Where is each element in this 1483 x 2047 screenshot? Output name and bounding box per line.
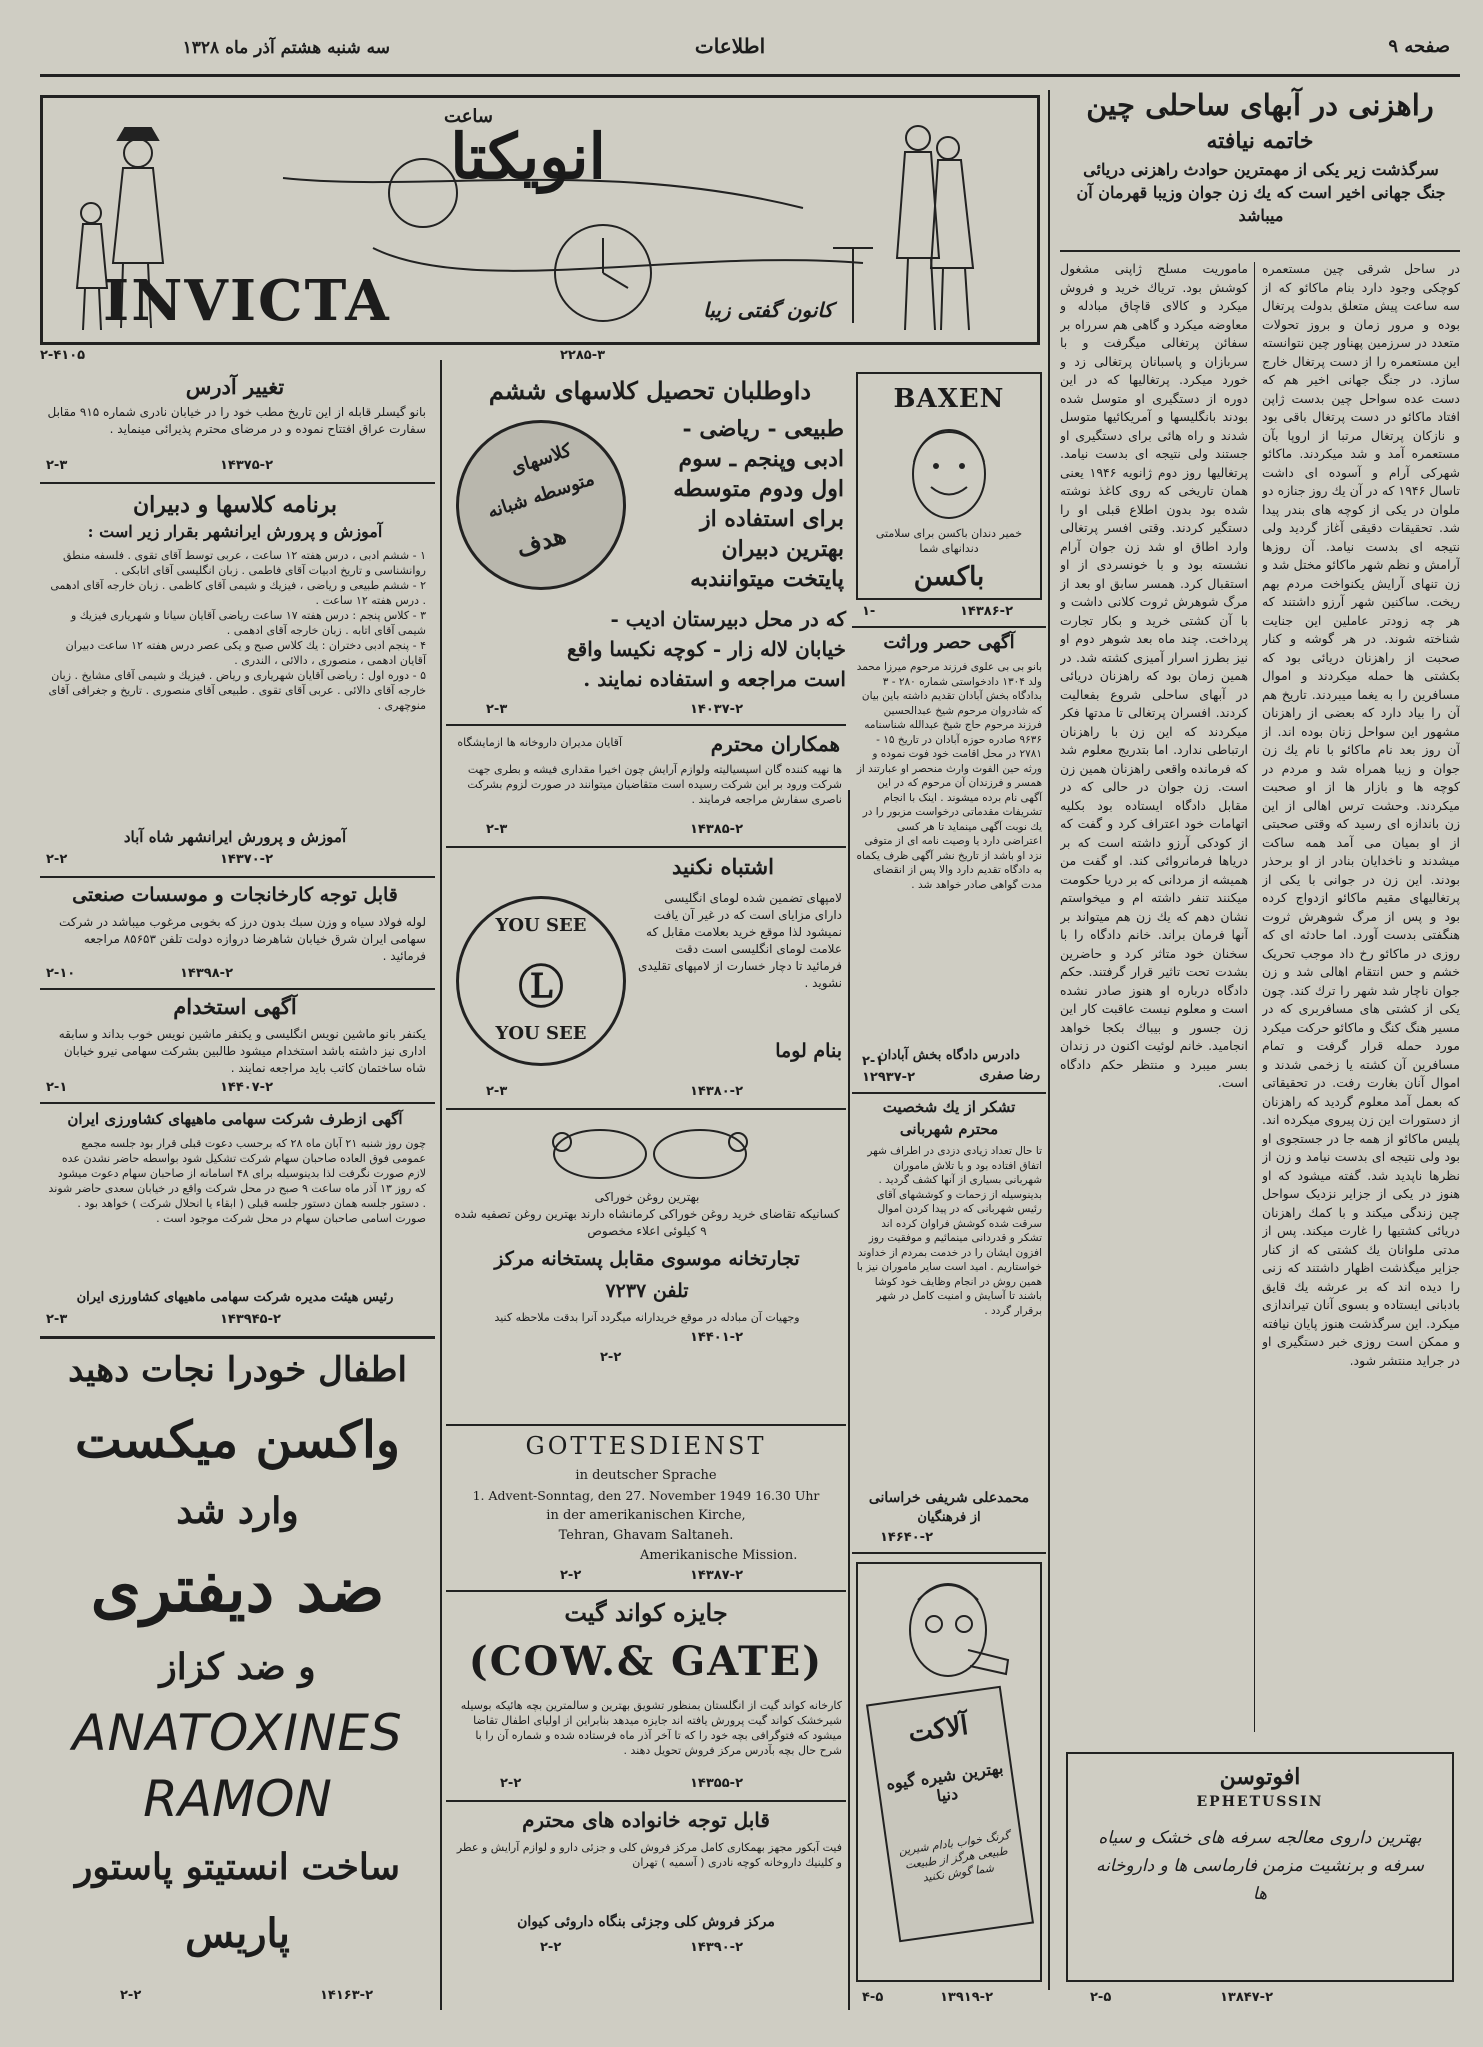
bakhshi-phone: تلفن ۷۲۳۷ — [605, 1280, 689, 1302]
baxen-ref-2: ۱- — [862, 604, 876, 619]
side-table-icon — [833, 248, 873, 323]
class-schedule-items — [46, 548, 426, 713]
lumi-text: لامپهای تضمین شده لومای انگلیسی دارای مزایای است که در غیر آن یافت نمیشود لذا موقع خرید بعلامت مقابل که علامت لومای انگلیسی است دقت فرمائید تا دچار خسارت از لامپهای تقلیدی نشوید . — [638, 891, 842, 990]
article-column-right: در ساحل شرقی چین مستعمره کوچکی وجود دارد بنام ماکائو که از سه ساعت پیش متعلق بدولت پرتغال بوده و مرور زمان و بروز تحولات متعدد در سرزمین پهناور چین نتوانسته این مستعمره را از دست پرتغال خارج سازد. در جنگ جهانی اخیر هم که دست عده سواحل چین بدست ژاپن افتاد ماکائو در دست پرتغال باقی بود و نازکان پرتغال مرتبا از اروپا بآن مستعمره آمد و شد میکردند. ماکائو شهرکی آرام و آسوده ای داشت تاسال ۱۹۴۶ که در آن یك روز جنازه دو ملوان در یکی از کوچه های بندر پیدا شد. تحقیقات دقیقی آغاز گردید ولی نتیجه ای بدست نیامد. آن روزها آرامش و نظم شهر ماکائو مختل شد و زن تنهای آرایش یکنواخت مردم بهم ریخت. ساکنین شهر آرزو داشتند که هر چه زودتر عاملین این جنایت شناخته شوند. در هر گوشه و کنار صحبت از راهزنان دریائی بود که بکشتی ها حمله میکردند و اموال مسافرین را به یغما میبردند. تاریخ هم آن را بیاد دارد که بعضی از راهزنان مشهور این سواحل زنان بوده اند. از آن روز بعد نام ماکائو با نام یك زن جوان و زیبا همراه شد و مردم در کوچه ها و بازار ها از او صحبت میکردند. وحشت ترس اهالی از این زن باندازه ای رسید که وقتی صحبتی از او بمیان می آمد همه ساکت میشدند و ناخدایان بنادر از او برحذر بودند. این زن در جوانی با یکی از پرتغالیهای مقیم ماکائو ازدواج کرده بود و پس از مرگ شوهرش ثروت هنگفتی بدست آورد. اما حادثه ای که روزی در ماکائو رخ داد موجب تحریک خشم و حس انتقام اهالی شد و زن جوان ناچار شد شهر را ترك کند. چون یکی از کشتی های مسافربری که در مسیر هنگ کنگ و ماکائو حرکت میکرد مورد حمله قرار گرفت و تمام مسافرین آن کشته یا زخمی شدند و اموال آنان بغارت رفت. در تحقیقاتی که بعمل آمد معلوم گردید که راهزنان از دستورات این زن پیروی میکرده اند. پلیس ماکائو از همه جا در جستجوی او بود ولی نتیجه ای بدست نیامد و زن از نظرها ناپدید شد. گفته میشود که او هنوز در یکی از جزایر نزدیک سواحل چین زندگی میکند و با کمك راهزنان دریائی کشتیها را غارت میکند. پس از مدتی ملوانان یك کشتی که از کنار جزایر میگذشت اظهار داشتند که زنی را دیده اند که بر عرشه یك قایق بادبانی ایستاده و بسوی آنان تیراندازی میکرد. این سرگذشت هنوز پایان نیافته و ممکن است روزی خبر دستگیری او در جراید منتشر شود. — [1262, 261, 1460, 1368]
classes-ad-bottom-line: که در محل دبیرستان ادیب - — [610, 607, 846, 631]
church-title: GOTTESDIENST — [525, 1432, 767, 1460]
colleagues-title: همکاران محترم — [710, 732, 840, 756]
classes-ad-line: اول ودوم متوسطه — [673, 476, 844, 502]
article-column-divider — [1254, 262, 1255, 1732]
lumi-ref-2: ۲-۳ — [486, 1084, 508, 1099]
class-schedule-ref-2: ۲-۲ — [46, 852, 68, 867]
vaccine-line-7: پاریس — [185, 1910, 290, 1957]
class-schedule-lead: آموزش و پرورش ایرانشهر بقرار زیر است : — [87, 522, 383, 541]
middle-column-rule — [848, 790, 850, 2010]
classes-ad-ref-2: ۲-۳ — [486, 702, 508, 717]
article-lead-rule — [1060, 250, 1460, 252]
colleagues-ref-2: ۲-۳ — [486, 822, 508, 837]
ephetussin-text: بهترین داروی معالجه سرفه های خشک و سیاه سرفه و برنشیت مزمن فارماسی ها و داروخانه ها — [1095, 1828, 1425, 1904]
employment-title: آگهی استخدام — [173, 994, 297, 1019]
article-subtitle: خاتمه نیافته — [1206, 128, 1314, 154]
baxen-ref: ۱۴۳۸۶-۲ — [960, 604, 1014, 619]
employment-ref-2: ۲-۱ — [46, 1080, 68, 1095]
class-schedule-item: ۴ - پنجم ادبی دختران : یك کلاس صبح و یکی عصر درس هفته ۱۲ ساعت دبیران آقایان ادهمی ، منصوری ، دالائی ، الندری . — [65, 639, 426, 667]
vaccine-ref-2: ۲-۲ — [120, 1988, 142, 2003]
book-caption: گرنگ خواب بادام شیرین طبیعی هرگز از طبیعت شما گوش نکنید — [897, 1828, 1011, 1885]
church-line-5: Amerikanische Mission. — [640, 1548, 798, 1563]
thanks-text: تا حال تعداد زیادی دزدی در اطراف شهر اتفاق افتاده بود و با تلاش ماموران شهربانی بسیاری از آنها کشف گردید . بدینوسیله از زحمات و کوششهای آقای رئیس شهربانی که در پیدا کردن اموال سرقت شده کوشش فراوان کرده اند تشکر و قدردانی مینمائیم و موفقیت روز افزون ایشان را در خدمت بمردم از خداوند خواستاریم . امید است سایر ماموران نیز با همین روش در انجام وظایف خود کوشا باشند تا آسایش و امنیت کامل در شهر برقرار گردد . — [856, 1145, 1042, 1317]
classes-seal-line-1: کلاسهای — [508, 439, 574, 480]
classes-seal — [456, 420, 626, 590]
vaccine-line-1: اطفال خودرا نجات دهید — [68, 1350, 407, 1390]
inheritance-court: دادرس دادگاه بخش آبادان — [878, 1048, 1020, 1063]
invicta-ad — [40, 95, 1040, 345]
ephetussin-en: EPHETUSSIN — [1196, 1794, 1324, 1810]
section-rule — [446, 846, 846, 848]
header-rule — [40, 74, 1460, 77]
colleagues-ref: ۱۴۳۸۵-۲ — [690, 822, 744, 837]
left-column-rule — [440, 360, 442, 2010]
address-change-title: تغییر آدرس — [185, 374, 285, 399]
article-title: راهزنی در آبهای ساحلی چین — [1086, 88, 1434, 122]
inheritance-judge: رضا صفری — [979, 1068, 1040, 1083]
invicta-brand-fa: انویکتا — [450, 120, 606, 193]
ephetussin-ref: ۱۳۸۴۷-۲ — [1220, 1990, 1274, 2005]
invicta-ref: ۲-۴۱۰۵ — [40, 348, 86, 363]
vaccine-line-5: و ضد کزاز — [159, 1646, 316, 1688]
vaccine-line-2: واکسن میکست — [74, 1410, 401, 1469]
fisheries-text: چون روز شنبه ۲۱ آبان ماه ۲۸ که برحسب دعوت قبلی قرار بود جلسه مجمع عمومی فوق العاده صاحبان سهام شرکت تشکیل شود بواسطه حاضر نشدن عده لازم صورت نگرفت لذا بدینوسیله برای ۴۸ اسامانه از صاحبان سهام دعوت میشود که روز ۱۳ آذر ماه ساعت ۹ صبح در محل شرکت واقع در خیابان سعدی حاضر شوند . دستور جلسه همان دستور جلسه قبلی ( ابقاء یا انحلال شرکت ) خواهد بود . صورت اسامی صاحبان سهام در محل شرکت موجود است . — [48, 1137, 426, 1225]
section-rule — [40, 482, 435, 484]
classes-ad-line: بهترین دبیران — [721, 536, 844, 562]
section-rule — [40, 1336, 435, 1339]
lumi-title: اشتباه نکنید — [672, 854, 774, 879]
thanks-title: تشکر از یك شخصیت — [882, 1098, 1016, 1116]
classes-ad-line: طبیعی - ریاضی - — [682, 416, 844, 442]
class-schedule-item: ۳ - کلاس پنجم : درس هفته ۱۷ ساعت ریاضی آقایان سیانا و شهریاری فیزیك و شیمی آقای اتابه . زبان خارجه آقای ادهمی . — [70, 609, 426, 637]
couple-figure-icon — [897, 126, 973, 330]
issue-date: سه شنبه هشتم آذر ماه ۱۳۲۸ — [182, 38, 390, 58]
fisheries-sign: رئیس هیئت مدیره شرکت سهامی ماهیهای کشاورزی ایران — [76, 1290, 394, 1305]
article-lead: سرگذشت زیر یکی از مهمترین حوادث راهزنی دریائی جنگ جهانی اخیر است که یك زن جوان وزیبا قهرمان آن میباشد — [1076, 160, 1446, 225]
paper-name: اطلاعات — [694, 34, 766, 58]
article-column-left: ماموریت مسلح ژاپنی مشغول کوشش بود. تریاك خرید و فروش میکرد و کالای قاچاق مبادله و معاوضه میکرد و گاهی هم سرراه بر سفائن پرتغالی میگرفت و با سربازان و پاسبانان پرتغالی زد و خورد میکرد. پرتغالیها که در این دوره از دستگیری او متوسل شده بودند بانگلیسها و آمریکائیها متوسل شدند و راه هائی برای دستگیری او جستند ولی نتیجه ای بدست نیامد. پرتغالیها روز دوم ژانویه ۱۹۴۶ یعنی همان تاریخی که روی کاغذ نوشته شده بود بدون اطلاع قبلی او را دستگیر کردند. وقتی افسر پرتغالی وارد اطاق او شد زن جوان آرام نشسته بود و با خونسردی از او استقبال کرد. همسر سابق او بعد از مرگ شوهرش ثروت کلانی داشت و با آن کشتی خرید و بکار تجارت پرداخت. چند ماه بعد شوهر دوم او نیز بطرز اسرار آمیزی کشته شد. در همین زمان بود که راهزنان دریائی در آبهای ساحلی شروع بفعالیت کردند. افسران پرتغالی تا مدتها فکر میکردند که این زن با راهزنان ارتباطی ندارد. اما بتدریج معلوم شد که فرمانده واقعی راهزنان همین زن است. زن جوان در حالی که در مقابل دادگاه ایستاده بود بکلیه اتهامات خود اعتراف کرد و گفت که از کودکی آرزو داشته است که بر دریاها فرمانروائی کند. او گفت من همیشه از مردانی که بر دریا حکومت میکنند تنفر داشته ام و میخواستم نشان دهم که یك زن هم میتواند بر آنها فرمان براند. خانم دادگاه را با سخنان خود متاثر کرد و حاضرین بشدت تحت تاثیر قرار گرفتند. حکم دادگاه درباره او هنوز صادر نشده است و معلوم نیست عاقبت کار این زن جسور و بیباك بکجا خواهد انجامید. خانم لوئیت اکنون در زندان بسر میبرد و منتظر حکم دادگاه است. — [1060, 261, 1248, 1090]
colleagues-subtitle: آقایان مدیران داروخانه ها ازمایشگاه — [457, 736, 622, 749]
class-schedule-footer: آموزش و پرورش ایرانشهر شاه آباد — [123, 828, 347, 846]
vaccine-ref: ۱۴۱۶۳-۲ — [320, 1988, 374, 2003]
section-rule — [852, 626, 1046, 628]
section-rule — [446, 724, 846, 726]
lumi-ref: ۱۴۳۸۰-۲ — [690, 1084, 744, 1099]
lumi-seal-logo-icon: Ⓛ — [518, 960, 564, 1014]
factories-text: لوله فولاد سیاه و وزن سبك بدون درز که بخوبی مرغوب میباشد در شرکت سهامی ایران شرق خیابان شاهرضا دروازه دولت تلفن ۸۵۶۵۳ مراجعه فرمائید . — [58, 915, 426, 963]
church-line-4: Tehran, Ghavam Saltaneh. — [558, 1528, 734, 1543]
lumi-seal-text-bottom: YOU SEE — [495, 1023, 587, 1044]
bakhshi-store: تجارتخانه موسوی مقابل پستخانه مرکز — [494, 1248, 800, 1270]
baxen-brand-fa: باکسن — [913, 562, 985, 592]
class-schedule-item: ۱ - ششم ادبی ، درس هفته ۱۲ ساعت ، عربی توسط آقای تقوی . فلسفه منطق روانشناسی و تاریخ ادبیات آقای فاطمی . زبان انگلیسی آقای اتابکی . — [62, 549, 426, 577]
classes-ad-ref: ۱۴۰۳۷-۲ — [690, 702, 744, 717]
invicta-brand-en: INVICTA — [103, 268, 391, 334]
fisheries-ref: ۱۴۳۹۴۵-۲ — [220, 1312, 281, 1327]
classes-ad-lines — [630, 414, 844, 594]
thanks-sign-2: از فرهنگیان — [917, 1510, 981, 1525]
invicta-watch-word: ساعت — [444, 106, 493, 127]
families-store: مرکز فروش کلی وجزئی بنگاه داروئی کیوان — [517, 1914, 775, 1930]
bakhshi-text: کسانیکه تقاضای خرید روغن خوراکی کرمانشاه دارند بهترین روغن تصفیه شده ۹ کیلوئی اعلاء مخصوص — [454, 1207, 840, 1238]
ephetussin-name: افوتوسن — [1219, 1764, 1301, 1790]
classes-ad-bottom — [456, 604, 846, 694]
cowgate-ref: ۱۴۳۵۵-۲ — [690, 1776, 744, 1791]
book-ad — [856, 1562, 1042, 1982]
class-schedule-title: برنامه کلاسها و دبیران — [132, 492, 338, 518]
address-change-ref: ۱۴۳۷۵-۲ — [220, 458, 274, 473]
cowgate-title: جایزه کواند گیت — [564, 1598, 728, 1627]
section-rule — [40, 988, 435, 990]
section-rule — [852, 1092, 1046, 1094]
section-rule — [40, 876, 435, 878]
section-rule — [446, 1590, 846, 1592]
section-rule — [40, 1102, 435, 1104]
invicta-ref-2: ۲۲۸۵-۳ — [560, 348, 606, 363]
classes-seal-line-2: متوسطه شبانه — [485, 468, 597, 523]
book-ref-2: ۴-۵ — [862, 1990, 884, 2005]
inheritance-title: آگهی حصر وراثت — [883, 632, 1015, 653]
vaccine-line-6: ساخت انستیتو پاستور — [74, 1846, 401, 1888]
classes-ad-line: برای استفاده از — [700, 506, 844, 532]
lumi-seal — [456, 896, 626, 1066]
cattle-illustration-icon — [540, 1118, 760, 1188]
book-text: بهترین شیره گیوه دنیا — [884, 1758, 1005, 1806]
vaccine-line-4: ضد دیفتری — [90, 1552, 385, 1627]
families-ref-2: ۲-۲ — [540, 1940, 562, 1955]
class-schedule-ref: ۱۴۳۷۰-۲ — [220, 852, 274, 867]
cowgate-text: کارخانه کواند گیت از انگلستان بمنظور تشویق بهترین و سالمترین بچه هائیکه بوسیله شیرخشک کواند گیت پرورش یافته اند جایزه میدهد بنابراین از اولیای اطفال تقاضا میشود که فتوگرافی بچه خود را که تا آخر آذر ماه فرستاده شده و شماره آن را با شرح حال بچه بآدرس مرکز فروش تحویل دهند . — [460, 1699, 842, 1757]
inheritance-ref: ۱۲۹۳۷-۲ — [862, 1070, 916, 1085]
classes-ad-title: داوطلبان تحصیل کلاسهای ششم — [488, 376, 812, 405]
section-rule — [446, 1800, 846, 1802]
families-text: فیت آبکور مجهز بهمکاری کامل مرکز فروش کلی و جزئی دارو و لوازم آرایش و عطر و کلینیك داروخانه کوچه نادری ( آسمیه ) تهران — [456, 1841, 842, 1869]
church-ref-2: ۲-۲ — [560, 1568, 582, 1583]
inheritance-ref-2: ۲-۱ — [862, 1054, 884, 1069]
church-line-3: in der amerikanischen Kirche, — [546, 1508, 746, 1523]
ephetussin-ref-2: ۲-۵ — [1090, 1990, 1112, 2005]
cowgate-brand: (COW.& GATE) — [468, 1638, 824, 1685]
article-side-rule — [1048, 90, 1050, 1990]
thanks-ref: ۱۴۶۴۰-۲ — [880, 1530, 934, 1545]
section-rule — [446, 1108, 846, 1110]
inheritance-text: بانو بی بی علوی فرزند مرحوم میرزا محمد ولد ۱۳۰۴ دادخواستی شماره ۲۸۰ - ۳ بدادگاه بخش آبادان تقدیم داشته باین بیان که شادروان مرحوم شیخ عبدالحسین فرزند مرحوم حاج شیخ عبدالله شناسنامه ۹۶۳۶ صادره حوزه آبادان در تاریخ ۱۵ - ۲۷۸۱ در محل اقامت خود فوت نموده و ورثه حین الفوت وارث منحصر او عبارتند از همسر و فرزندان آن مرحوم که در این آگهی نام برده میشوند . اینک با انجام تشریفات مقدماتی درخواست مزبور را در یك نوبت آگهی مینماید تا هر کسی اعتراضی دارد یا وصیت نامه ای از متوفی نزد او باشد از تاریخ نشر آگهی ظرف یکماه به دادگاه تقدیم دارد والا پس از انقضای مدت گواهی صادر خواهد شد . — [856, 661, 1042, 891]
church-line-1: in deutscher Sprache — [575, 1468, 717, 1483]
lumi-tagline: بنام لوما — [775, 1040, 842, 1062]
classes-seal-line-3: هدف — [512, 519, 570, 564]
section-rule — [446, 1424, 846, 1426]
fisheries-ref-2: ۲-۳ — [46, 1312, 68, 1327]
thanks-subtitle: محترم شهربانی — [899, 1120, 999, 1138]
classes-ad-bottom-line: است مراجعه و استفاده نمایند . — [583, 667, 846, 691]
church-line-2: 1. Advent-Sonntag, den 27. November 1949 16.30 Uhr — [472, 1488, 820, 1503]
vaccine-line-3: وارد شد — [176, 1490, 299, 1532]
bakhshi-ref: ۱۴۴۰۱-۲ — [690, 1330, 744, 1345]
vaccine-en-1: ANATOXINES — [72, 1704, 403, 1762]
book-cover — [866, 1686, 1034, 1943]
classes-ad-bottom-line: خیابان لاله زار - کوچه نکیسا واقع — [567, 637, 846, 661]
classes-ad-line: ادبی وپنجم ـ سوم — [678, 446, 844, 472]
page-number: صفحه ۹ — [1388, 36, 1450, 57]
class-schedule-item: ۵ - دوره اول : ریاضی آقایان شهریاری و ریاض . فیزیك و شیمی آقای مشایخ . زبان خارجه آقای دالائی . عربی آقای تقوی . طبیعی آقای منصوری . تاریخ و جغرافی آقای منوچهری . — [48, 669, 426, 712]
ephetussin-ad — [1066, 1752, 1454, 1982]
section-rule — [852, 1552, 1046, 1554]
bakhshi-note: وجهیات آن مبادله در موقع خریدارانه میگردد آنرا بدقت ملاحظه کنید — [494, 1311, 800, 1324]
church-ref: ۱۴۳۸۷-۲ — [690, 1568, 744, 1583]
baxen-brand: BAXEN — [893, 384, 1005, 414]
lumi-seal-text-top: YOU SEE — [495, 915, 587, 936]
factories-ref-2: ۲-۱۰ — [46, 966, 76, 981]
class-schedule-item: ۲ - ششم طبیعی و ریاضی ، فیزیك و شیمی آقای کاظمی . زبان خارجه آقای ادهمی . درس هفته ۱۲ ساعت . — [50, 579, 426, 607]
book-brand: آلاکت — [906, 1710, 970, 1749]
fisheries-title: آگهی ازطرف شرکت سهامی ماهیهای کشاورزی ایران — [67, 1110, 403, 1128]
vaccine-en-2: RAMON — [143, 1770, 332, 1828]
thanks-sign: محمدعلی شریفی خراسانی — [868, 1490, 1030, 1506]
employment-ref: ۱۴۴۰۷-۲ — [220, 1080, 274, 1095]
factories-ref: ۱۴۳۹۸-۲ — [180, 966, 234, 981]
classes-ad-line: پایتخت میتوانندبه — [690, 566, 844, 592]
bakhshi-title: بهترین روغن خوراکی — [594, 1190, 700, 1204]
colleagues-text: ها نهیه کننده گان اسپسیالیته ولوازم آرایش چون اخیرا مقداری فیشه و بطری جهت شرکت ورود بر این شرکت رسیده است متقاضیان میتوانند در صورت لزوم بشرکت ناصری سفارش مراجعه فرمایند . — [467, 763, 842, 806]
families-title: قابل توجه خانواده های محترم — [522, 1808, 770, 1832]
baxen-ad — [856, 372, 1042, 600]
bakhshi-ref-2: ۲-۲ — [600, 1350, 622, 1365]
baxen-text: خمیر دندان باکسن برای سلامتی دندانهای شما — [875, 527, 1023, 555]
factories-title: قابل توجه کارخانجات و موسسات صنعتی — [72, 884, 398, 906]
cowgate-ref-2: ۲-۲ — [500, 1776, 522, 1791]
man-with-pipe-icon — [878, 1570, 1024, 1690]
employment-text: یکنفر بانو ماشین نویس انگلیسی و یکنفر ماشین نویس خوب بداند و سابقه اداری نیز داشته باشد استخدام میشود طالبین بشرکت سهامی نیرو خیابان شاه ساختمان کاتب باید مراجعه نمایند . — [58, 1027, 426, 1075]
smiling-face-icon — [904, 422, 994, 522]
address-change-ref-2: ۲-۳ — [46, 458, 68, 473]
book-ref: ۱۳۹۱۹-۲ — [940, 1990, 994, 2005]
address-change-text: بانو گیسلر قابله از این تاریخ مطب خود را در خیابان نادری شماره ۹۱۵ مقابل سفارت عراق افتتاح نموده و در مرضای محترم پذیرائی مینماید . — [47, 405, 426, 436]
families-ref: ۱۴۳۹۰-۲ — [690, 1940, 744, 1955]
invicta-tagline: کانون گفتی زیبا — [703, 298, 833, 322]
